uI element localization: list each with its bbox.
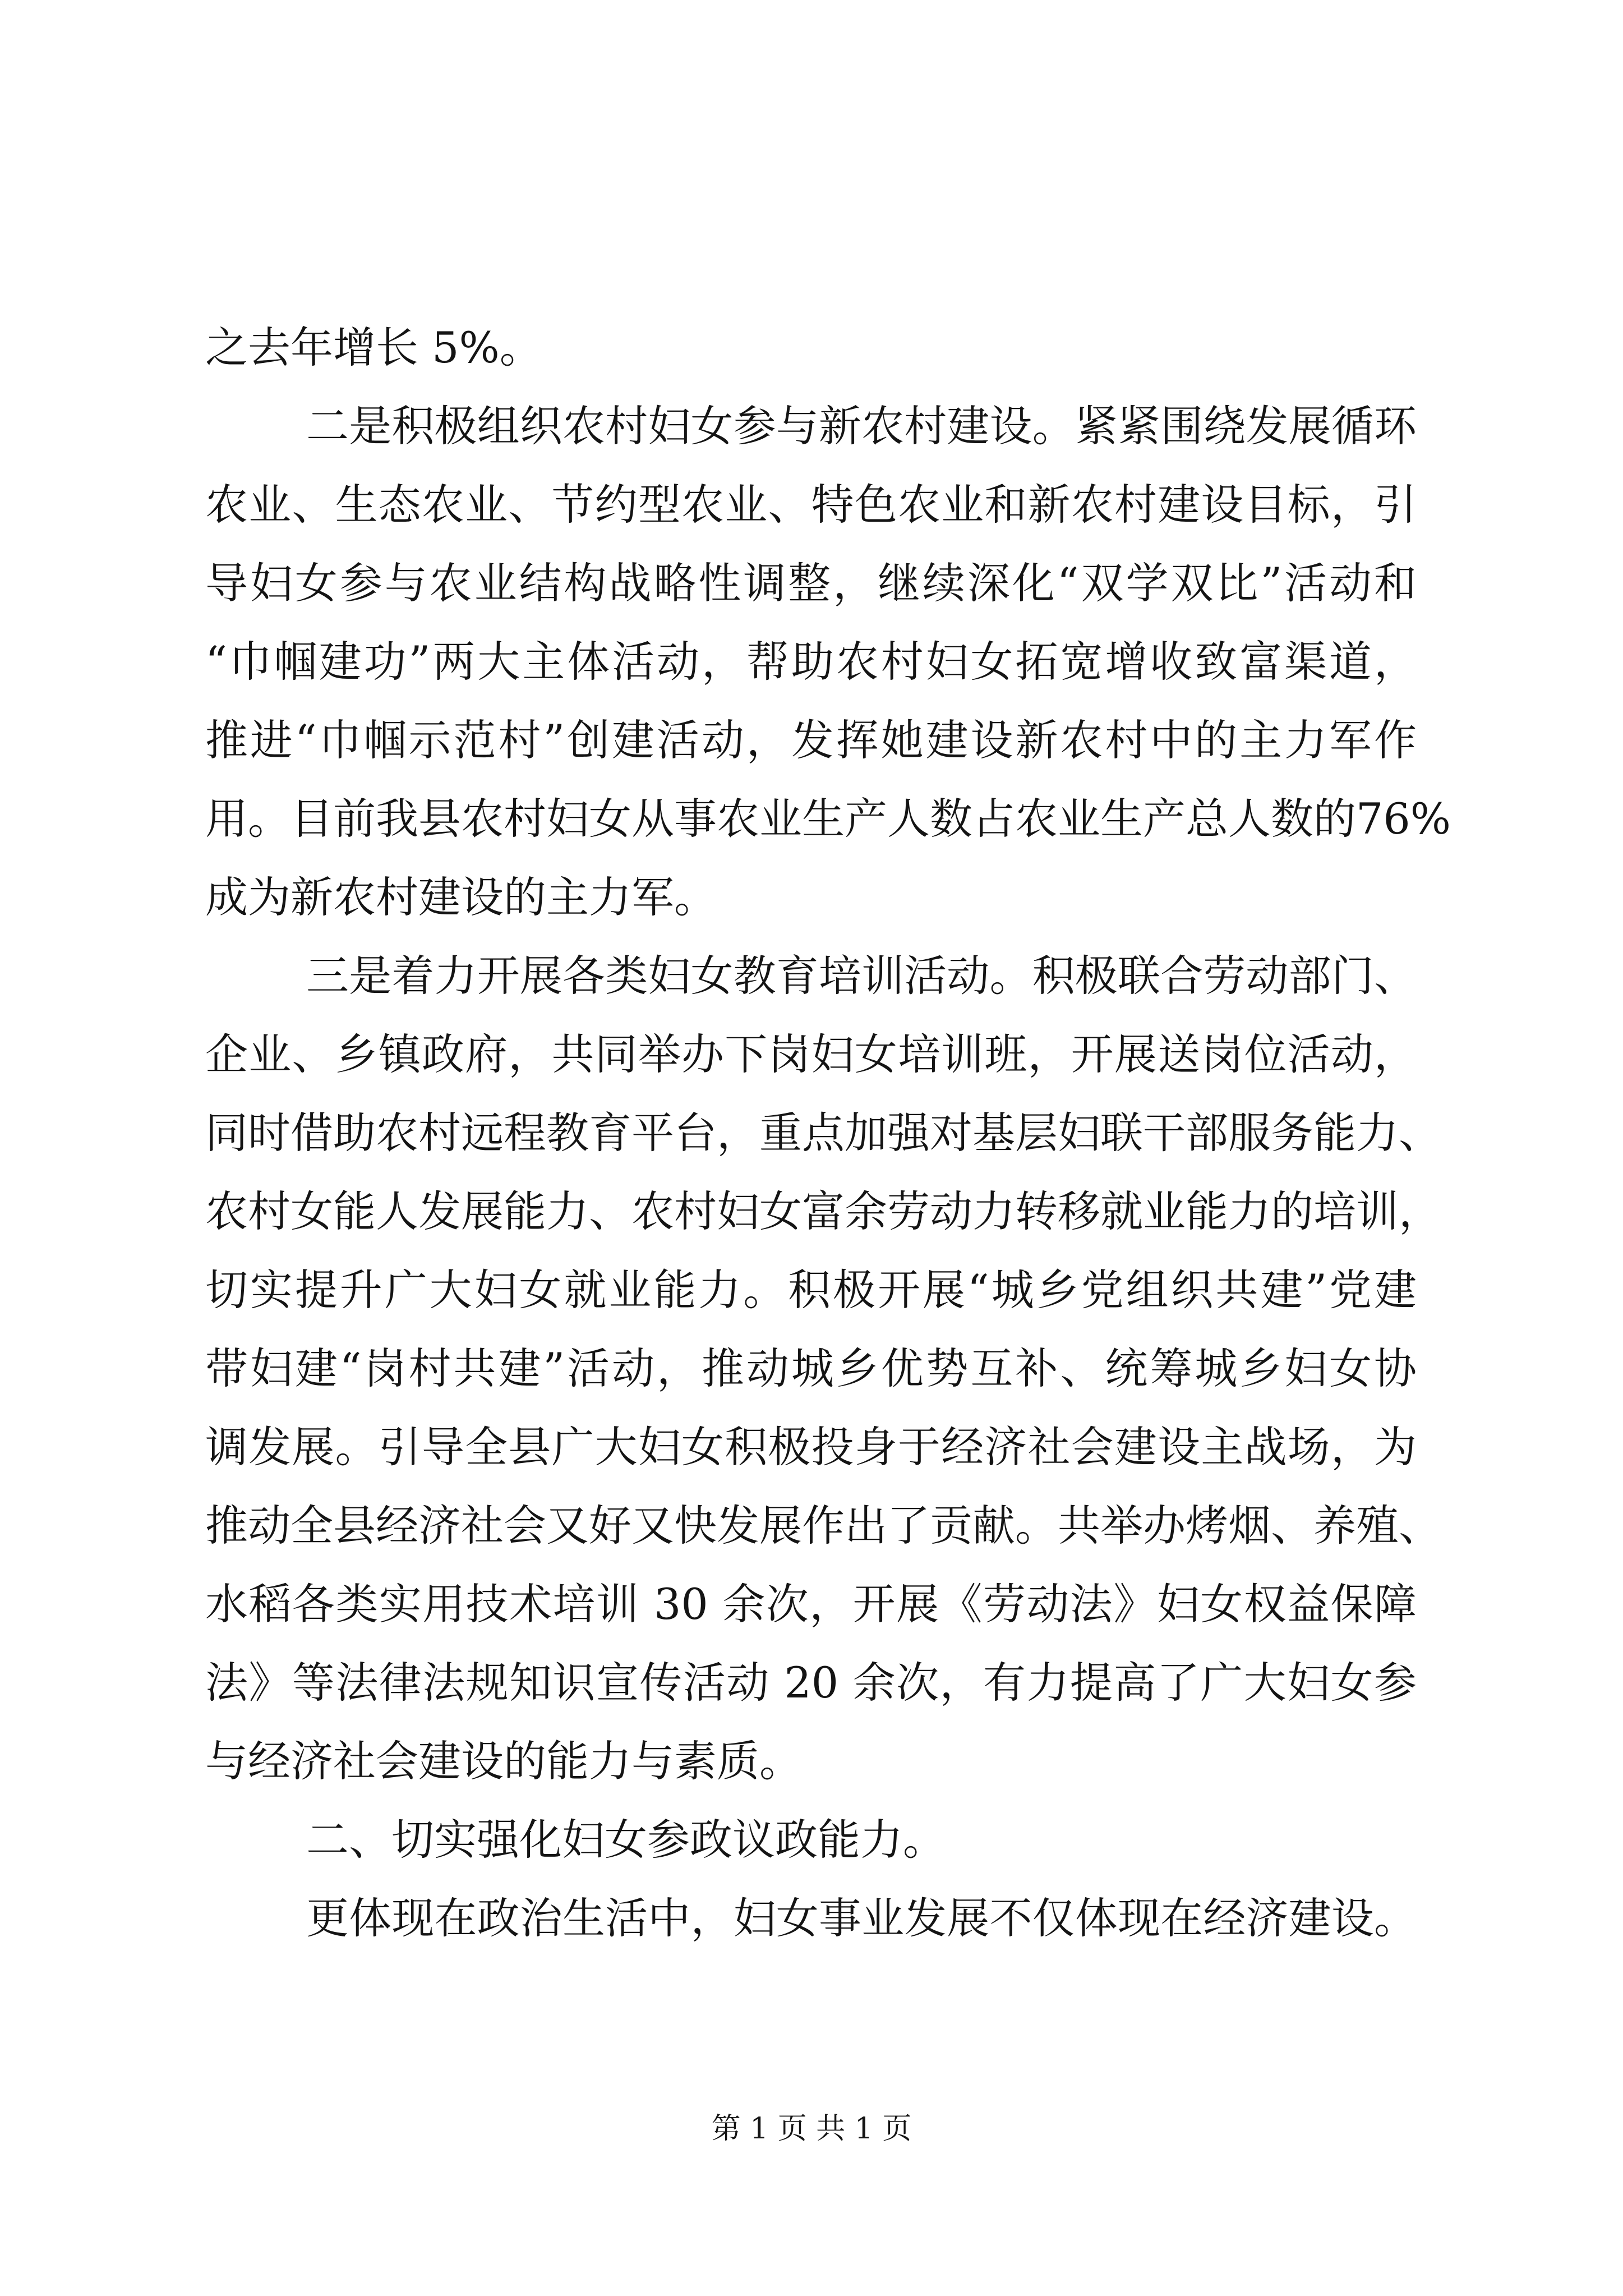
text-line-17: 水稻各类实用技术培训 30 余次，开展《劳动法》妇女权益保障	[205, 1579, 1417, 1629]
text-line-16: 推动全县经济社会又好又快发展作出了贡献。共举办烤烟、养殖、	[205, 1501, 1441, 1550]
text-line-10: 企业、乡镇政府，共同举办下岗妇女培训班，开展送岗位活动，	[205, 1029, 1417, 1079]
text-line-11: 同时借助农村远程教育平台，重点加强对基层妇联干部服务能力、	[205, 1108, 1441, 1158]
text-line-15: 调发展。引导全县广大妇女积极投身于经济社会建设主战场，为	[205, 1422, 1417, 1472]
page-number-footer: 第 1 页 共 1 页	[711, 2112, 912, 2146]
text-line-9: 三是着力开展各类妇女教育培训活动。积极联合劳动部门、	[306, 951, 1417, 1001]
text-line-7: 用。目前我县农村妇女从事农业生产人数占农业生产总人数的76%	[205, 794, 1451, 844]
text-line-14: 带妇建“岗村共建”活动，推动城乡优势互补、统筹城乡妇女协	[205, 1343, 1417, 1393]
text-line-2: 二是积极组织农村妇女参与新农村建设。紧紧围绕发展循环	[306, 401, 1417, 451]
text-line-6: 推进“巾帼示范村”创建活动，发挥她建设新农村中的主力军作	[205, 715, 1417, 765]
text-line-21: 更体现在政治生活中，妇女事业发展不仅体现在经济建设。	[306, 1893, 1417, 1943]
text-line-3: 农业、生态农业、节约型农业、特色农业和新农村建设目标，引	[205, 480, 1417, 530]
text-line-12: 农村女能人发展能力、农村妇女富余劳动力转移就业能力的培训，	[205, 1186, 1441, 1236]
text-line-5: “巾帼建功”两大主体活动，帮助农村妇女拓宽增收致富渠道，	[205, 637, 1417, 687]
text-line-4: 导妇女参与农业结构战略性调整，继续深化“双学双比”活动和	[205, 558, 1417, 608]
text-line-19: 与经济社会建设的能力与素质。	[205, 1736, 802, 1786]
section-heading: 二、切实强化妇女参政议政能力。	[306, 1815, 946, 1865]
text-line-18: 法》等法律法规知识宣传活动 20 余次，有力提高了广大妇女参	[205, 1658, 1417, 1708]
text-line-13: 切实提升广大妇女就业能力。积极开展“城乡党组织共建”党建	[205, 1265, 1417, 1315]
text-line-8: 成为新农村建设的主力军。	[205, 872, 717, 922]
text-line-1: 之去年增长 5%。	[205, 323, 542, 372]
